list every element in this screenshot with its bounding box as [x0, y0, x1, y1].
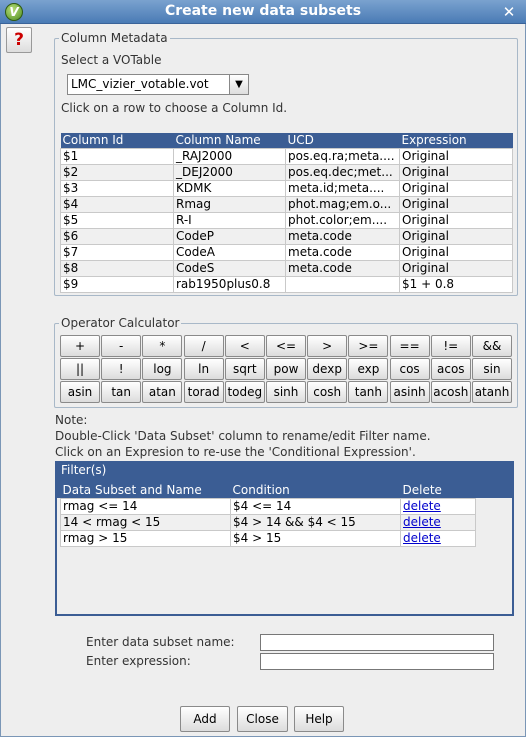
- operator-button[interactable]: sinh: [266, 381, 306, 403]
- table-row[interactable]: [61, 530, 476, 546]
- table-cell: $3: [61, 180, 174, 196]
- operator-button[interactable]: atanh: [472, 381, 512, 403]
- table-cell: _DEJ2000: [174, 164, 286, 180]
- filter-name-cell[interactable]: rmag <= 14: [61, 498, 231, 514]
- operator-button[interactable]: todeg: [225, 381, 265, 403]
- subset-name-label: Enter data subset name:: [86, 635, 235, 649]
- operator-button[interactable]: <: [225, 335, 265, 357]
- table-row[interactable]: [61, 164, 513, 180]
- table-cell: Original: [400, 244, 513, 260]
- table-cell: CodeA: [174, 244, 286, 260]
- operator-button[interactable]: <=: [266, 335, 306, 357]
- operator-button[interactable]: &&: [472, 335, 512, 357]
- table-cell: $4: [61, 196, 174, 212]
- operator-button[interactable]: !=: [431, 335, 471, 357]
- table-row[interactable]: [61, 180, 513, 196]
- column-header[interactable]: Expression: [400, 133, 513, 148]
- operator-button[interactable]: log: [142, 358, 182, 380]
- table-cell: meta.id;meta....: [286, 180, 400, 196]
- table-header-row: [61, 483, 476, 498]
- filter-name-cell[interactable]: 14 < rmag < 15: [61, 514, 231, 530]
- table-cell: R-I: [174, 212, 286, 228]
- operator-button[interactable]: asinh: [390, 381, 430, 403]
- filter-condition-cell[interactable]: $4 <= 14: [231, 498, 401, 514]
- expression-label: Enter expression:: [86, 654, 191, 668]
- operator-button[interactable]: tanh: [348, 381, 388, 403]
- table-cell: $1 + 0.8: [400, 276, 513, 292]
- column-header[interactable]: Column Id: [61, 133, 174, 148]
- note-line-2: Click on an Expresion to re-use the 'Conditional Expression'.: [55, 445, 416, 459]
- filter-name-cell[interactable]: rmag > 15: [61, 530, 231, 546]
- operator-button[interactable]: !: [101, 358, 141, 380]
- delete-filter-link[interactable]: delete: [403, 499, 441, 513]
- operator-button[interactable]: dexp: [307, 358, 347, 380]
- table-row[interactable]: [61, 514, 476, 530]
- table-cell: rab1950plus0.8: [174, 276, 286, 292]
- table-header-row: [61, 133, 513, 148]
- subset-name-input[interactable]: [260, 634, 494, 651]
- column-header[interactable]: Delete: [401, 483, 476, 498]
- table-cell: Original: [400, 148, 513, 164]
- filters-table: [60, 483, 476, 547]
- app-logo-icon: V: [5, 3, 23, 21]
- operator-button[interactable]: ==: [390, 335, 430, 357]
- operator-button[interactable]: >: [307, 335, 347, 357]
- table-cell: meta.code: [286, 260, 400, 276]
- operator-button[interactable]: sqrt: [225, 358, 265, 380]
- help-button[interactable]: Help: [294, 706, 344, 732]
- operator-button[interactable]: /: [184, 335, 224, 357]
- table-cell: CodeS: [174, 260, 286, 276]
- note-line-1: Double-Click 'Data Subset' column to rename/edit Filter name.: [55, 429, 431, 443]
- table-cell: pos.eq.dec;met...: [286, 164, 400, 180]
- votable-select[interactable]: [67, 74, 249, 95]
- table-cell: meta.code: [286, 228, 400, 244]
- operator-button[interactable]: cosh: [307, 381, 347, 403]
- note-title: Note:: [55, 413, 88, 427]
- operator-button[interactable]: ln: [184, 358, 224, 380]
- table-cell: Original: [400, 164, 513, 180]
- operator-button[interactable]: tan: [101, 381, 141, 403]
- help-question-icon[interactable]: ?: [6, 27, 32, 53]
- table-cell: $8: [61, 260, 174, 276]
- operator-button[interactable]: -: [101, 335, 141, 357]
- table-row[interactable]: [61, 212, 513, 228]
- column-header[interactable]: Data Subset and Name: [61, 483, 231, 498]
- table-cell: KDMK: [174, 180, 286, 196]
- operator-button[interactable]: acosh: [431, 381, 471, 403]
- table-row[interactable]: [61, 196, 513, 212]
- table-cell: $5: [61, 212, 174, 228]
- filters-group: [55, 461, 514, 616]
- operator-calculator-legend: Operator Calculator: [61, 316, 180, 330]
- table-row[interactable]: [61, 260, 513, 276]
- table-cell: $7: [61, 244, 174, 260]
- close-icon[interactable]: ✕: [502, 3, 516, 21]
- table-row[interactable]: [61, 276, 513, 292]
- filter-condition-cell[interactable]: $4 > 15: [231, 530, 401, 546]
- table-cell: pos.eq.ra;meta....: [286, 148, 400, 164]
- column-hint: Click on a row to choose a Column Id.: [61, 101, 288, 115]
- table-cell: _RAJ2000: [174, 148, 286, 164]
- operator-button[interactable]: *: [142, 335, 182, 357]
- close-button[interactable]: Close: [237, 706, 288, 732]
- table-cell: Original: [400, 260, 513, 276]
- table-cell: $6: [61, 228, 174, 244]
- column-metadata-table: [60, 133, 513, 293]
- select-votable-label: Select a VOTable: [61, 53, 162, 67]
- filter-condition-cell[interactable]: $4 > 14 && $4 < 15: [231, 514, 401, 530]
- operator-button[interactable]: sin: [472, 358, 512, 380]
- table-cell: phot.color;em....: [286, 212, 400, 228]
- table-cell: Original: [400, 212, 513, 228]
- table-cell: Original: [400, 180, 513, 196]
- table-cell: Original: [400, 196, 513, 212]
- operator-button[interactable]: >=: [348, 335, 388, 357]
- column-metadata-legend: Column Metadata: [61, 31, 168, 45]
- table-cell: [286, 276, 400, 292]
- table-cell: $2: [61, 164, 174, 180]
- operator-button[interactable]: torad: [184, 381, 224, 403]
- table-cell: $9: [61, 276, 174, 292]
- table-row[interactable]: [61, 498, 476, 514]
- table-cell: Rmag: [174, 196, 286, 212]
- table-cell: CodeP: [174, 228, 286, 244]
- column-header[interactable]: Condition: [231, 483, 401, 498]
- column-header[interactable]: Column Name: [174, 133, 286, 148]
- operator-button[interactable]: asin: [60, 381, 100, 403]
- expression-input[interactable]: [260, 653, 494, 670]
- operator-button[interactable]: acos: [431, 358, 471, 380]
- filters-legend: Filter(s): [61, 463, 107, 477]
- operator-button[interactable]: atan: [142, 381, 182, 403]
- delete-filter-link[interactable]: delete: [403, 531, 441, 545]
- operator-button[interactable]: pow: [266, 358, 306, 380]
- title-bar[interactable]: [0, 0, 526, 24]
- add-button[interactable]: Add: [180, 706, 230, 732]
- chevron-down-icon[interactable]: ▼: [229, 75, 248, 94]
- delete-filter-link[interactable]: delete: [403, 515, 441, 529]
- votable-selected-value: LMC_vizier_votable.vot: [71, 77, 209, 91]
- table-cell: phot.mag;em.o...: [286, 196, 400, 212]
- window-title: Create new data subsets: [164, 3, 362, 19]
- operator-button[interactable]: exp: [348, 358, 388, 380]
- operator-button[interactable]: ||: [60, 358, 100, 380]
- table-row[interactable]: [61, 244, 513, 260]
- operator-button[interactable]: cos: [390, 358, 430, 380]
- table-row[interactable]: [61, 148, 513, 164]
- operator-button[interactable]: +: [60, 335, 100, 357]
- table-cell: Original: [400, 228, 513, 244]
- table-row[interactable]: [61, 228, 513, 244]
- column-header[interactable]: UCD: [286, 133, 400, 148]
- table-cell: $1: [61, 148, 174, 164]
- table-cell: meta.code: [286, 244, 400, 260]
